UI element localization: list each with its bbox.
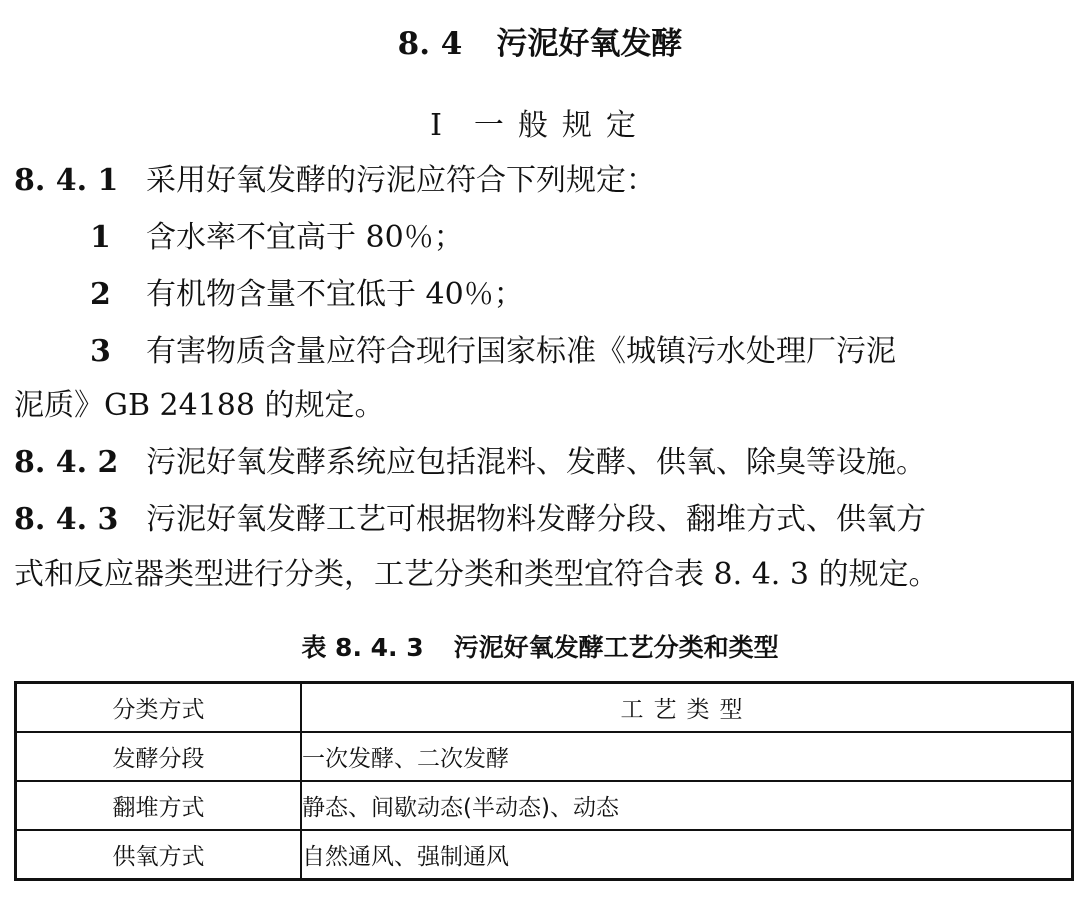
table-header-cell: 工艺类型 — [301, 683, 1073, 733]
table-cell: 翻堆方式 — [16, 781, 302, 830]
section-title — [0, 18, 1080, 63]
clause-8-4-2 — [14, 443, 1074, 483]
table-caption-number: 表 8. 4. 3 — [301, 633, 424, 662]
table-cell: 发酵分段 — [16, 732, 302, 781]
item-3 — [14, 332, 1080, 372]
table-header-row — [16, 683, 1073, 733]
table-row — [16, 830, 1073, 880]
clause-number: 8. 4. 3 — [14, 502, 119, 537]
process-classification-table — [14, 681, 1074, 881]
table-cell: 自然通风、强制通风 — [301, 830, 1073, 880]
clause-number: 8. 4. 1 — [14, 163, 119, 198]
subsection-title-text: 一般规定 — [473, 108, 650, 143]
table-row — [16, 781, 1073, 830]
table-cell: 供氧方式 — [16, 830, 302, 880]
clause-text: 污泥好氧发酵系统应包括混料、发酵、供氧、除臭等设施。 — [146, 445, 926, 480]
item-text: 含水率不宜高于 80％； — [146, 220, 464, 255]
clause-8-4-3-continuation — [14, 555, 1074, 595]
clause-text-continuation: 式和反应器类型进行分类，工艺分类和类型宜符合表 8. 4. 3 的规定。 — [14, 557, 939, 592]
item-3-continuation — [14, 386, 1074, 426]
subsection-roman: Ⅰ — [430, 108, 442, 143]
clause-text: 采用好氧发酵的污泥应符合下列规定： — [146, 163, 656, 198]
item-text: 有机物含量不宜低于 40％； — [146, 277, 524, 312]
section-title-text: 污泥好氧发酵 — [496, 26, 683, 62]
item-number: 2 — [90, 277, 111, 312]
table-cell: 一次发酵、二次发酵 — [301, 732, 1073, 781]
table-cell: 静态、间歇动态(半动态)、动态 — [301, 781, 1073, 830]
item-1 — [14, 218, 1080, 258]
item-number: 1 — [90, 220, 111, 255]
subsection-title — [0, 100, 1080, 144]
item-text-continuation: 泥质》GB 24188 的规定。 — [14, 388, 385, 423]
clause-8-4-1 — [14, 161, 1074, 201]
clause-number: 8. 4. 2 — [14, 445, 119, 480]
table-caption — [0, 628, 1080, 664]
clause-text: 污泥好氧发酵工艺可根据物料发酵分段、翻堆方式、供氧方 — [146, 502, 926, 537]
clause-8-4-3 — [14, 500, 1074, 540]
table-caption-title: 污泥好氧发酵工艺分类和类型 — [453, 633, 779, 662]
table-header-cell: 分类方式 — [16, 683, 302, 733]
section-number: 8. 4 — [397, 26, 463, 62]
table-row — [16, 732, 1073, 781]
item-text: 有害物质含量应符合现行国家标准《城镇污水处理厂污泥 — [146, 334, 896, 369]
item-number: 3 — [90, 334, 111, 369]
item-2 — [14, 275, 1080, 315]
